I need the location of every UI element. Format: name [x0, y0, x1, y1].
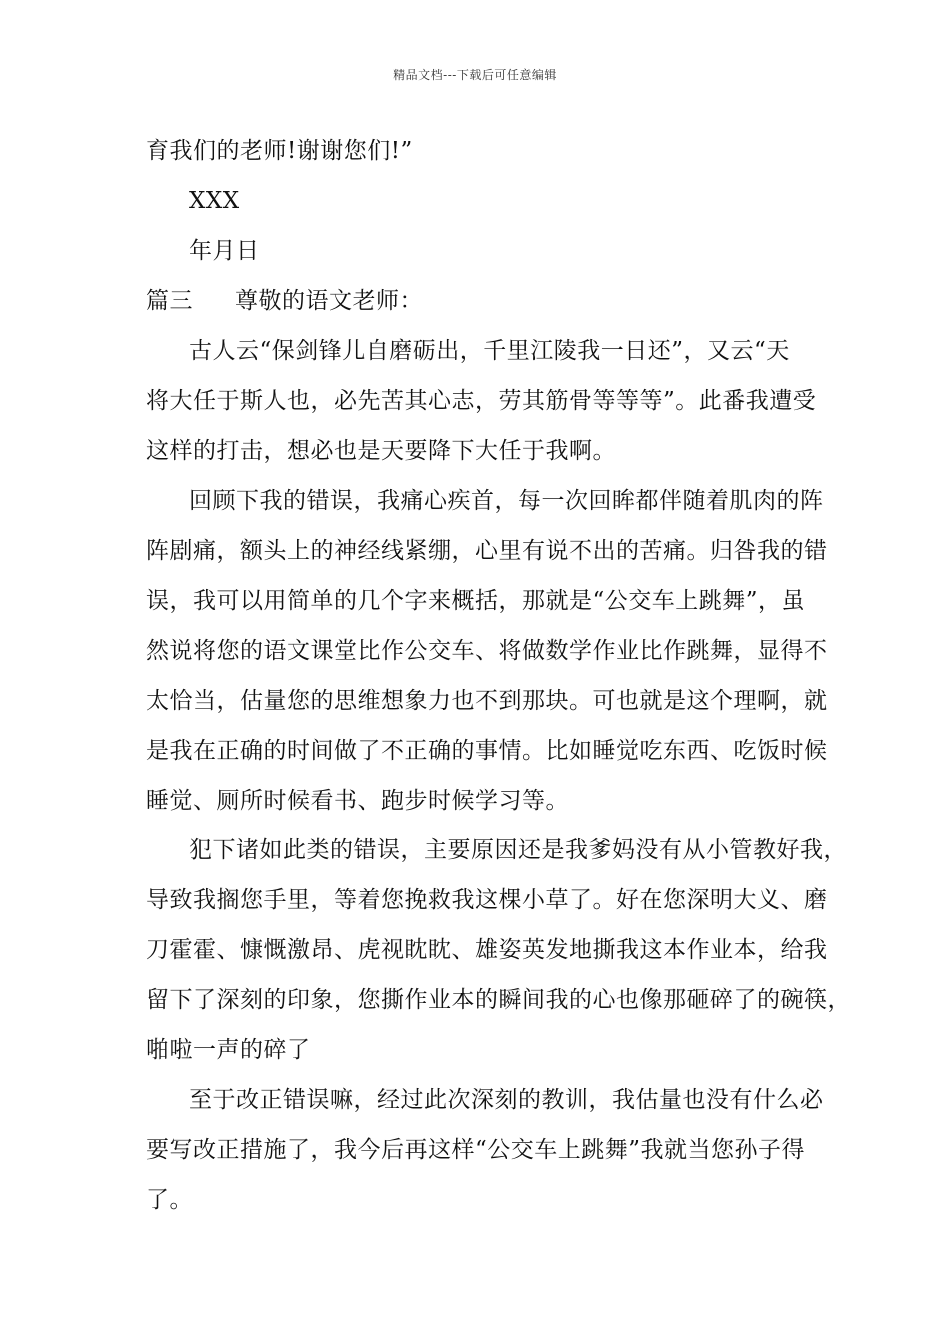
text-line: 回顾下我的错误，我痛心疾首，每一次回眸都伴随着肌肉的阵: [189, 488, 824, 514]
text-line: 然说将您的语文课堂比作公交车、将做数学作业比作跳舞，显得不: [146, 638, 828, 664]
text-line: 留下了深刻的印象，您撕作业本的瞬间我的心也像那砸碎了的碗筷，: [146, 987, 851, 1013]
text-line: 睡觉、厕所时候看书、跑步时候学习等。: [146, 788, 569, 814]
text-line: 刀霍霍、慷慨激昂、虎视眈眈、雄姿英发地撕我这本作业本，给我: [146, 937, 828, 963]
page-header: 精品文档---下载后可任意编辑: [393, 68, 557, 82]
text-line: 将大任于斯人也，必先苦其心志，劳其筋骨等等等”。此番我遭受: [146, 388, 817, 414]
text-line: 要写改正措施了，我今后再这样“公交车上跳舞”我就当您孙子得: [146, 1137, 806, 1163]
text-line: 阵剧痛，额头上的神经线紧绷，心里有说不出的苦痛。归咎我的错: [146, 538, 828, 564]
text-line: 古人云“保剑锋儿自磨砺出，千里江陵我一日还”，又云“天: [189, 338, 790, 364]
text-line: 误，我可以用简单的几个字来概括，那就是“公交车上跳舞”，虽: [146, 588, 806, 614]
salutation: 尊敬的语文老师：: [235, 288, 423, 314]
text-line: 育我们的老师!谢谢您们!”: [146, 138, 413, 164]
text-line: 啪啦一声的碎了: [146, 1037, 311, 1063]
text-line: 了。: [146, 1187, 193, 1213]
signature-name: XXX: [189, 188, 240, 214]
text-line: 太恰当，估量您的思维想象力也不到那块。可也就是这个理啊，就: [146, 688, 828, 714]
text-line: 至于改正错误嘛，经过此次深刻的教训，我估量也没有什么必: [189, 1087, 824, 1113]
text-line: 这样的打击，想必也是天要降下大任于我啊。: [146, 438, 616, 464]
text-line: 导致我搁您手里，等着您挽救我这棵小草了。好在您深明大义、磨: [146, 887, 828, 913]
section-label: 篇三: [146, 288, 193, 314]
text-line: 是我在正确的时间做了不正确的事情。比如睡觉吃东西、吃饭时候: [146, 738, 828, 764]
signature-date: 年月日: [189, 238, 260, 264]
text-line: 犯下诸如此类的错误，主要原因还是我爹妈没有从小管教好我，: [189, 837, 847, 863]
